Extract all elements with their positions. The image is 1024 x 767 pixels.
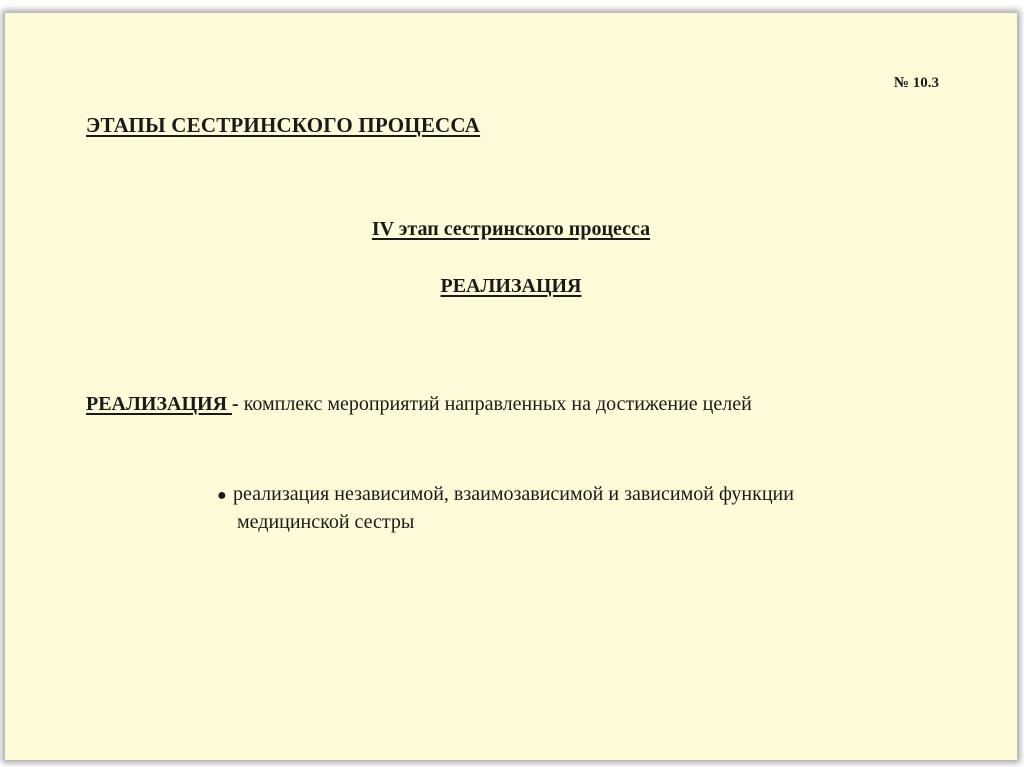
- main-title: ЭТАПЫ СЕСТРИНСКОГО ПРОЦЕССА: [86, 113, 481, 137]
- bullet-icon: ●: [217, 487, 227, 504]
- definition-dash: -: [232, 393, 244, 415]
- definition-term: РЕАЛИЗАЦИЯ: [86, 393, 233, 415]
- stage-title: IV этап сестринского процесса: [371, 218, 651, 240]
- document-number: № 10.3: [893, 75, 939, 91]
- definition-paragraph: [86, 393, 752, 416]
- bullet-text-line-1: реализация независимой, взаимозависимой и зависимой функции: [233, 483, 794, 505]
- bullet-line-1: [217, 481, 794, 509]
- stage-name: РЕАЛИЗАЦИЯ: [440, 275, 582, 297]
- bullet-list-item: [217, 481, 794, 535]
- definition-text: комплекс мероприятий направленных на достижение целей: [243, 393, 752, 415]
- bullet-line-2: медицинской сестры: [237, 511, 415, 533]
- slide: [5, 13, 1017, 760]
